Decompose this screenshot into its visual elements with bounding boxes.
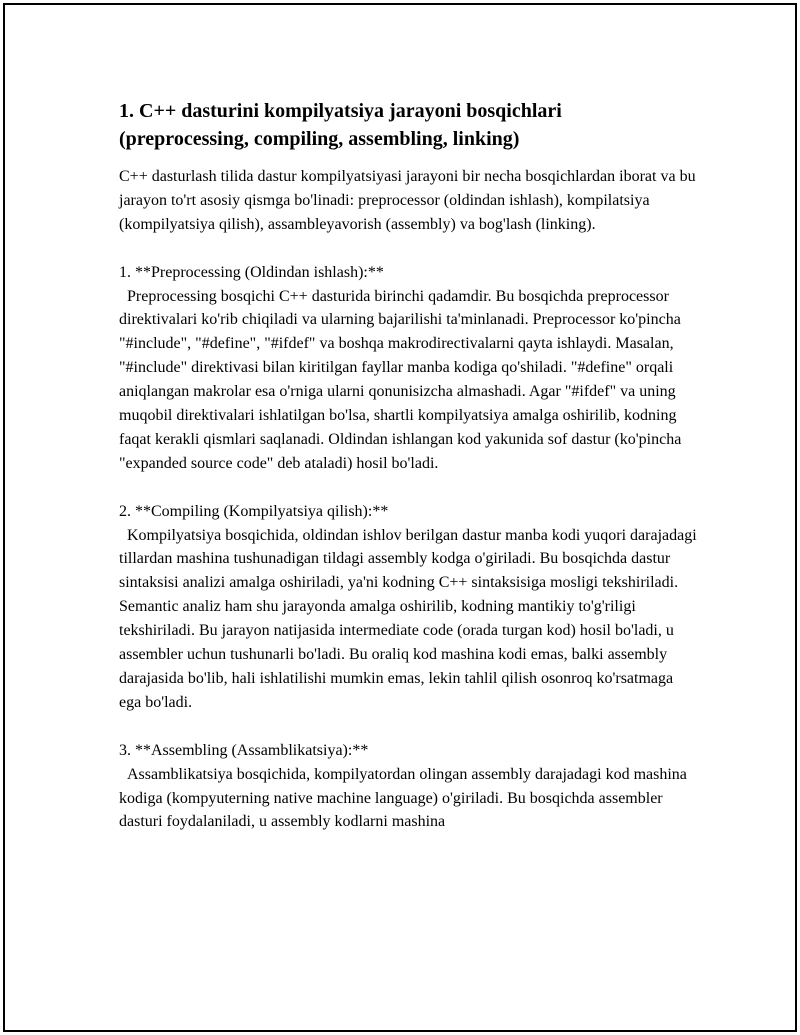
- title-line-2: (preprocessing, compiling, assembling, linking): [119, 128, 520, 150]
- section-body-preprocessing: Preprocessing bosqichi C++ dasturida birinchi qadamdir. Bu bosqichda preprocessor direktivalari ko'rib chiqiladi va ularning bajarilishi ta'minlanadi. Preprocessor ko'pincha "#include", "#define", "#ifdef" va boshqa makrodirectivalarni qayta ishlaydi. Masalan, "#include" direktivasi bilan kiritilgan fayllar manba kodiga qo'shiladi. "#define" orqali aniqlangan makrolar esa o'rniga ularni qonunisizcha almashadi. Agar "#ifdef" va uning muqobil direktivalari ishlatilgan bo'lsa, shartli kompilyatsiya amalga oshirilib, kodning faqat kerakli qismlari saqlanadi. Oldindan ishlangan kod yakunida sof dastur (ko'pincha "expanded source code" deb ataladi) hosil bo'ladi.: [119, 287, 682, 472]
- section-heading-compiling: 2. **Compiling (Kompilyatsiya qilish):**: [119, 502, 389, 520]
- section-heading-preprocessing: 1. **Preprocessing (Oldindan ishlash):**: [119, 263, 384, 281]
- document-title: [119, 97, 699, 153]
- section-body-assembling: Assamblikatsiya bosqichida, kompilyatordan olingan assembly darajadagi kod mashina kodiga (kompyuterning native machine language) o'giriladi. Bu bosqichda assembler dasturi foydalaniladi, u assembly kodlarni mashina: [119, 765, 687, 831]
- section-heading-assembling: 3. **Assembling (Assamblikatsiya):**: [119, 741, 369, 759]
- section-body-compiling: Kompilyatsiya bosqichida, oldindan ishlov berilgan dastur manba kodi yuqori darajadagi tillardan mashina tushunadigan tildagi assembly kodga o'giriladi. Bu bosqichda dastur sintaksisi analizi amalga oshiriladi, ya'ni kodning C++ sintaksisiga mosligi tekshiriladi. Semantic analiz ham shu jarayonda amalga oshirilib, kodning mantikiy to'g'riligi tekshiriladi. Bu jarayon natijasida intermediate code (orada turgan kod) hosil bo'ladi, u assembler uchun tushunarli bo'ladi. Bu oraliq kod mashina kodi emas, balki assembly darajasida bo'lib, hali ishlatilishi mumkin emas, lekin tahlil qilish osonroq ko'rsatmaga ega bo'ladi.: [119, 526, 697, 711]
- document-content: [119, 97, 699, 834]
- title-line-1: 1. C++ dasturini kompilyatsiya jarayoni bosqichlari: [119, 100, 562, 122]
- document-page: [3, 3, 797, 1032]
- intro-paragraph: C++ dasturlash tilida dastur kompilyatsiyasi jarayoni bir necha bosqichlardan iborat va bu jarayon to'rt asosiy qismga bo'linadi: preprocessor (oldindan ishlash), kompilatsiya (kompilyatsiya qilish), assambleyavorish (assembly) va bog'lash (linking).: [119, 168, 696, 233]
